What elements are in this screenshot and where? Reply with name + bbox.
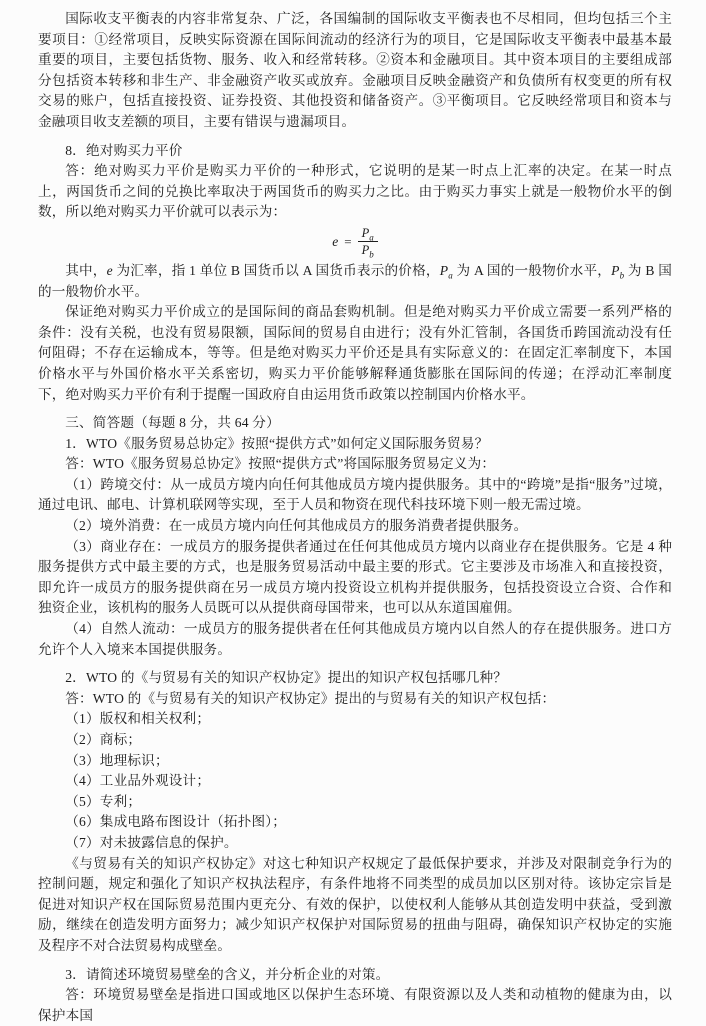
paragraph-spacer: [38, 660, 672, 668]
formula-fraction: [358, 226, 378, 258]
question-2-trips-ip-types: 2．WTO 的《与贸易有关的知识产权协定》提出的知识产权包括哪几种？: [65, 670, 508, 686]
paragraph-spacer: [38, 133, 672, 141]
formula-lhs-e: e: [332, 233, 339, 249]
list-item-q2-trademark: （2）商标；: [65, 732, 142, 747]
formula-numerator-subscript: a: [369, 232, 374, 243]
list-item-q1-cross-border-supply: （1）跨境交付：从一成员方境内向任何其他成员方境内提供服务。其中的“跨境”是指“服务”过境，通过电讯、邮电、计算机联网等实现，至于人员和物资在现代科技环境下则一般无需过境。: [38, 476, 672, 513]
paragraph-q2-answer-close: 《与贸易有关的知识产权协定》对这七种知识产权规定了最低保护要求，并涉及对限制竞争行为的控制问题，规定和强化了知识产权执法程序，有条件地将不同类型的成员加以区别对待。该协定宗旨是促进对知识产权在国际贸易范围内更充分、有效的保护，以使权利人能够从其创造发明中获益，受到激励，继续在创造发明方面努力；减少知识产权保护对国际贸易的扭曲与阻碍，确保知识产权协定的实施及程序不对合法贸易构成壁垒。: [38, 855, 672, 953]
formula-numerator-base: P: [361, 226, 370, 241]
list-item-q1-commercial-presence: （3）商业存在：一成员方的服务提供者通过在任何其他成员方境内以商业存在提供服务。它是 4 种服务提供方式中最主要的方式，也是服务贸易活动中最主要的形式。它主要涉及市场准入和直接投资，即允许一成员方的服务提供商在另一成员方境内投资设立机构并提供服务，包括投资设立合资、合作和独资企业，该机构的服务人员既可以从提供商母国带来，也可以从东道国雇佣。: [38, 538, 672, 616]
list-item-q2-undisclosed-information: （7）对未披露信息的保护。: [65, 834, 238, 850]
paragraph-q1-answer-intro: 答：WTO《服务贸易总协定》按照“提供方式”将国际服务贸易定义为：: [65, 456, 496, 472]
variable-pa-subscript: a: [448, 270, 453, 281]
formula-denominator: [361, 242, 374, 260]
formula-numerator: [358, 226, 378, 242]
paragraph-q3-answer-start: 答：环境贸易壁垒是指进口国或地区以保护生态环境、有限资源以及人类和动植物的健康为由，以保护本国: [38, 987, 672, 1023]
paragraph-q8-variable-definitions: [38, 261, 672, 302]
text-segment: 为汇率，指 1 单位 B 国货币以 A 国货币表示的价格，: [112, 262, 440, 278]
paragraph-q8-answer-intro: 答：绝对购买力平价是购买力平价的一种形式，它说明的是某一时点上汇率的决定。在某一时点上，两国货币之间的兑换比率取决于两国货币的购买力之比。由于购买力事实上就是一般物价水平的倒数，所以绝对购买力平价就可以表示为：: [38, 163, 672, 220]
question-1-gats-supply-modes: 1．WTO《服务贸易总协定》按照“提供方式”如何定义国际服务贸易？: [65, 435, 489, 451]
text-segment: 其中，: [65, 262, 107, 278]
variable-pb-base: P: [611, 262, 620, 278]
paragraph-q8-answer-close: 保证绝对购买力平价成立的是国际间的商品套购机制。但是绝对购买力平价成立需要一系列严格的条件：没有关税，也没有贸易限额，国际间的贸易自由进行；没有外汇管制，各国货币跨国流动没有任何阻碍；不存在运输成本，等等。但是绝对购买力平价还是具有实际意义的：在固定汇率制度下，本国价格水平与外国价格水平关系密切，购买力平价能够解释通货膨胀在国际间的传递；在浮动汇率制度下，绝对购买力平价有利于提醒一国政府自由运用货币政策以控制国内价格水平。: [38, 304, 672, 402]
variable-pa-base: P: [439, 262, 449, 278]
paragraph-bop-main-items: 国际收支平衡表的内容非常复杂、广泛，各国编制的国际收支平衡表也不尽相同，但均包括三个主要项目：①经常项目，反映实际资源在国际间流动的经济行为的项目，它是国际收支平衡表中最基本最重要的项目，主要包括货物、服务、收入和经常转移。②资本和金融项目。其中资本项目的主要组成部分包括资本转移和非生产、非金融资产收买或放弃。金融项目反映金融资产和负债所有权变更的所有权交易的账户，包括直接投资、证券投资、其他投资和储备资产。③平衡项目。它反映经常项目和资本与金融项目收支差额的项目，主要有错误与遗漏项目。: [38, 11, 672, 129]
list-item-q2-copyright: （1）版权和相关权利；: [65, 711, 211, 727]
formula-equals-sign: =: [344, 233, 352, 249]
list-item-q1-consumption-abroad: （2）境外消费：在一成员方境内向任何其他成员方的服务消费者提供服务。: [65, 518, 528, 534]
heading-q8-absolute-ppp: 8．绝对购买力平价: [65, 142, 183, 158]
formula-denominator-base: P: [361, 243, 370, 258]
formula-absolute-ppp: [38, 223, 672, 261]
paragraph-q2-answer-intro: 答：WTO 的《与贸易有关的知识产权协定》提出的与贸易有关的知识产权包括：: [65, 690, 556, 706]
list-item-q2-ic-layout-design: （6）集成电路布图设计（拓扑图）；: [65, 814, 287, 830]
list-item-q2-industrial-design: （4）工业品外观设计；: [65, 773, 211, 789]
paragraph-spacer: [38, 957, 672, 965]
text-segment: 为 B 国的一般物价水平。: [38, 262, 673, 299]
text-segment: 为 A 国的一般物价水平，: [452, 262, 612, 278]
list-item-q2-patent: （5）专利；: [65, 793, 142, 809]
question-3-environmental-trade-barriers: 3．请简述环境贸易壁垒的含义，并分析企业的对策。: [65, 966, 390, 982]
list-item-q1-movement-natural-persons: （4）自然人流动：一成员方的服务提供者在任何其他成员方境内以自然人的存在提供服务。进口方允许个人入境来本国提供服务。: [38, 621, 672, 657]
list-item-q2-geographical-indications: （3）地理标识；: [65, 752, 169, 768]
paragraph-spacer: [38, 405, 672, 413]
variable-e: e: [106, 262, 113, 278]
heading-section3-short-answer: 三、简答题（每题 8 分，共 64 分）: [65, 415, 280, 431]
formula-denominator-subscript: b: [369, 249, 374, 260]
variable-pb-subscript: b: [619, 270, 625, 281]
